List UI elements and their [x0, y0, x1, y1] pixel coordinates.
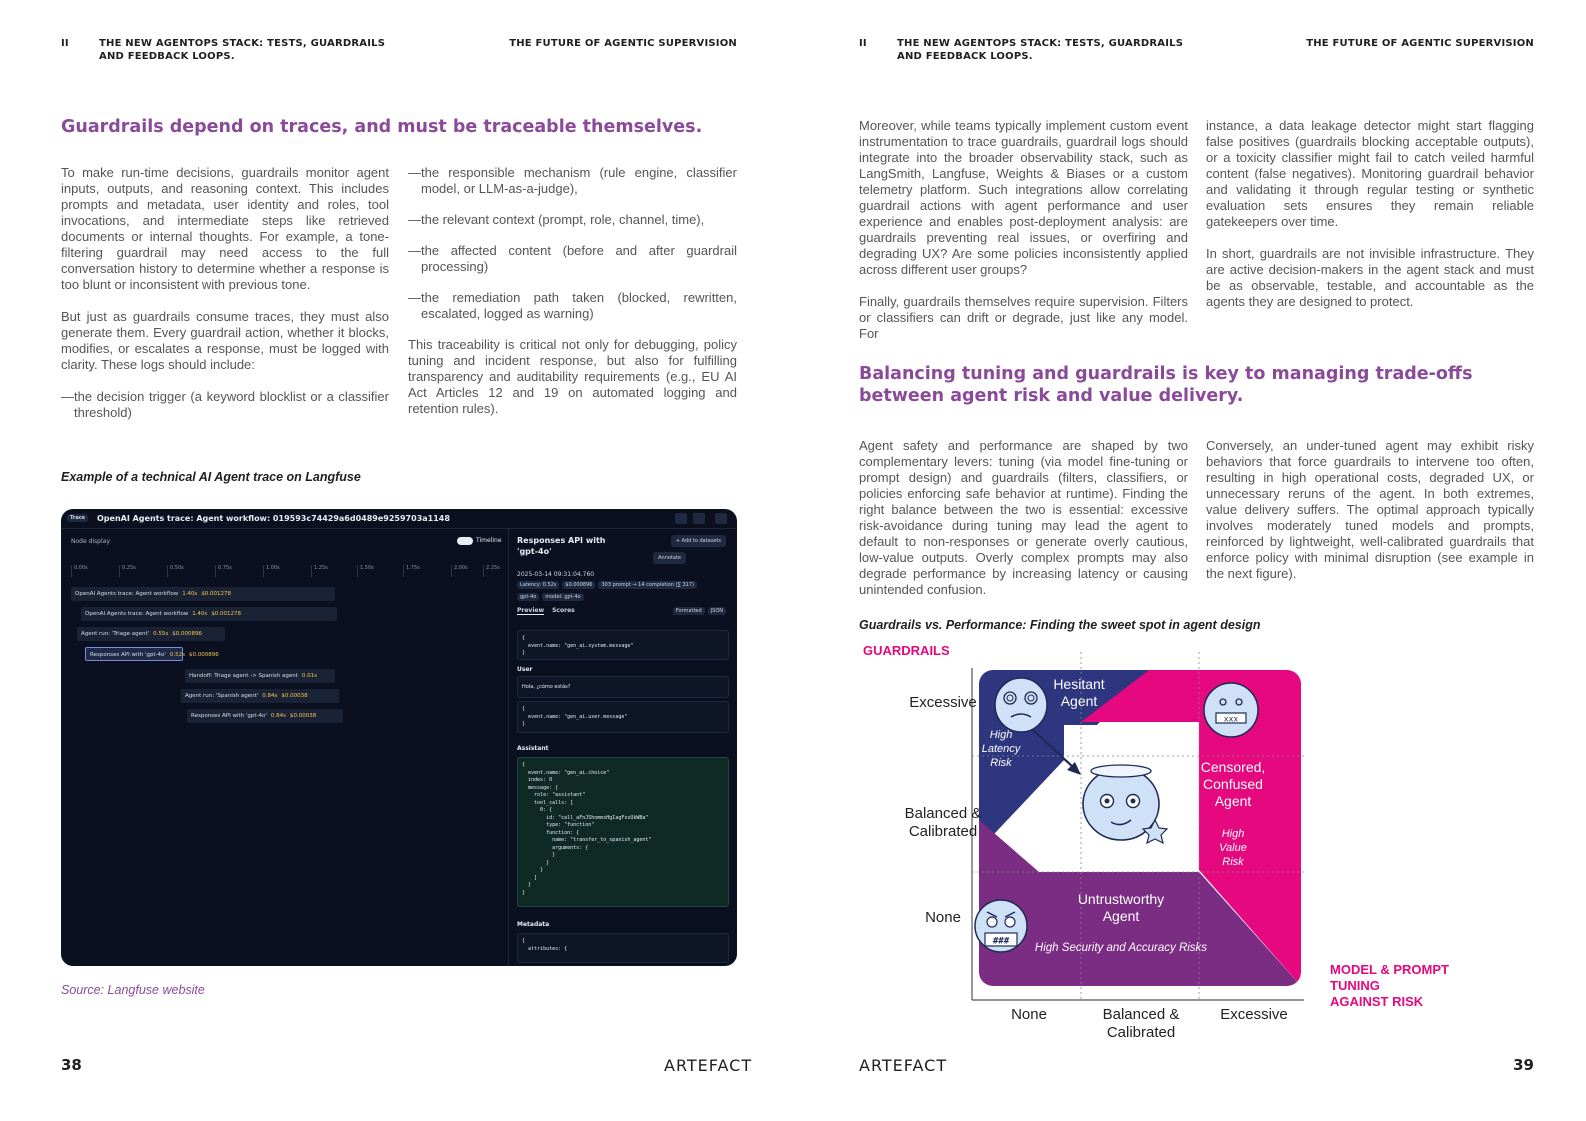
- span-cost: $0.000896: [189, 652, 219, 658]
- span-latency: 1.40s: [192, 611, 208, 617]
- untrust-label-2: Agent: [1102, 908, 1140, 924]
- untrust-risk: High Security and Accuracy Risks: [1034, 942, 1208, 954]
- hesitant-face-icon: [995, 678, 1047, 732]
- span-label: Handoff: Triage agent -> Spanish agent: [189, 673, 298, 679]
- svg-text:AGAINST RISK: AGAINST RISK: [1330, 994, 1424, 1009]
- user-message-code: { event.name: "gen_ai.user.message" }: [517, 701, 729, 733]
- x-tick-none: None: [1011, 1006, 1047, 1023]
- trace-badge: Trace: [67, 514, 88, 522]
- right-bottom-column-1: Agent safety and performance are shaped by two complementary levers: tuning (via model fine-tuning or prompt design) and guardrails (filters, classifiers, or policies enforcing safe behavior at runtime). Finding the right balance between the two is essential: excessive risk-avoidance during tuning may lead the agent to default to non-responses or generate overly cautious, low-value outputs. Overly complex prompts may also degrade performance by increasing latency or causing unintended confusion.: [859, 438, 1188, 597]
- formatted-toggle[interactable]: Formatted: [673, 607, 705, 615]
- assistant-message-code: { event.name: "gen_ai.choice" index: 0 message: { role: "assistant" tool_calls: [ 0: { id: "call_aFnJShommsHgIagFxsUkWBa" type: "function" function: { name: "transfer_to_spanish_agent" arguments: { } } } ] } }: [517, 757, 729, 907]
- svg-text:xxx: xxx: [1223, 714, 1239, 724]
- span-label: Agent run: 'Triage agent': [81, 631, 150, 637]
- paragraph: But just as guardrails consume traces, they must also generate them. Every guardrail action, whether it blocks, modifies, or escalates a response, must be logged with clarity. These logs should include:: [61, 309, 389, 372]
- list-item: — the remediation path taken (blocked, rewritten, escalated, logged as warning): [408, 290, 737, 321]
- timeline-tick: 1.25s: [311, 565, 328, 577]
- paragraph: To make run-time decisions, guardrails monitor agent inputs, outputs, and reasoning context. This includes prompts and metadata, user identity and roles, tool invocations, and intermediate steps like retrieved documents or internal thoughts. For example, a tone-filtering guardrail may need access to the full conversation history to determine whether a response is too blunt or inconsistent with previous tone.: [61, 165, 389, 292]
- svg-text:High: High: [989, 729, 1013, 741]
- svg-text:TUNING: TUNING: [1330, 978, 1380, 993]
- langfuse-trace-screenshot: [61, 509, 737, 966]
- timeline-tick: 0.75s: [215, 565, 232, 577]
- censored-risk: [1219, 828, 1247, 868]
- paragraph: Finally, guardrails themselves require supervision. Filters or classifiers can drift or degrade, just like any model. For: [859, 294, 1188, 341]
- model-chips: gpt-4o model: gpt-4o: [517, 593, 587, 601]
- timeline-tick: 1.00s: [263, 565, 280, 577]
- svg-text:Censored,: Censored,: [1200, 759, 1266, 775]
- running-header: THE FUTURE OF AGENTIC SUPERVISION: [1306, 38, 1534, 49]
- untrust-label-1: Untrustworthy: [1077, 891, 1165, 907]
- timeline-tick: 0.25s: [119, 565, 136, 577]
- timeline-tick: 2.25s: [483, 565, 500, 577]
- span-detail-pane: [508, 529, 737, 966]
- trace-timeline-pane: [61, 529, 507, 966]
- span-latency: 0.01s: [301, 673, 318, 679]
- section-number: II: [61, 38, 69, 49]
- span-label: Responses API with 'gpt-4o': [90, 652, 166, 658]
- x-axis-title: [1330, 962, 1449, 1009]
- timeline-tick: 2.00s: [451, 565, 468, 577]
- svg-text:Risk: Risk: [1222, 856, 1244, 868]
- paragraph: Moreover, while teams typically implement custom event instrumentation to trace guardrails, guardrail logs should integrate into the broader observability stack, such as LangSmith, Langfuse, Weights & Biases or a custom telemetry platform. Such integrations allow correlating guardrail actions with agent performance and user experience and enables post-deployment analysis: are guardrails preventing real issues, or overfiring and degrading UX? Are some policies inconsistently applied across different user groups?: [859, 118, 1188, 277]
- right-bottom-column-2: Conversely, an under-tuned agent may exhibit risky behaviors that force guardrails to intervene too often, resulting in high operational costs, degraded UX, or unnecessary reruns of the agent. In both extremes, value delivery suffers. The optimal approach typically involves moderately tuned models and prompts, reinforced by lightweight, well-calibrated guardrails that enforce policy with minimal disruption (see example in the next figure).: [1206, 438, 1534, 581]
- paragraph: In short, guardrails are not invisible infrastructure. They are active decision-makers in the agent stack and must be as observable, testable, and accountable as the agents they are designed to protect.: [1206, 246, 1534, 309]
- y-tick-calibrated: Calibrated: [908, 823, 978, 840]
- json-toggle[interactable]: JSON: [708, 607, 726, 615]
- hesitant-label-2: Agent: [1060, 693, 1098, 709]
- trace-span-row[interactable]: [187, 709, 343, 723]
- assistant-label: Assistant: [517, 745, 549, 752]
- svg-text:Latency: Latency: [981, 743, 1021, 755]
- svg-text:Agent: Agent: [1214, 793, 1252, 809]
- svg-text:###: ###: [992, 936, 1010, 947]
- page-number: 38: [61, 1056, 82, 1074]
- span-cost: $0.000896: [172, 631, 202, 637]
- x-tick-excessive: Excessive: [1220, 1006, 1288, 1023]
- span-label: Responses API with 'gpt-4o': [191, 713, 267, 719]
- list-item: — the responsible mechanism (rule engine, classifier model, or LLM-as-a-judge),: [408, 165, 737, 196]
- metadata-code: { attributes: {: [517, 933, 729, 963]
- figure-caption: Guardrails vs. Performance: Finding the sweet spot in agent design: [859, 618, 1261, 632]
- trace-span-row[interactable]: [77, 627, 225, 641]
- section-title: THE NEW AGENTOPS STACK: TESTS, GUARDRAILS AND FEEDBACK LOOPS.: [99, 38, 386, 62]
- span-cost: $0.00038: [281, 693, 308, 699]
- artefact-logo: ARTEFACT: [664, 1056, 753, 1075]
- metadata-label: Metadata: [517, 921, 550, 928]
- y-tick-balanced: Balanced &: [904, 805, 982, 822]
- timeline-tick: 1.75s: [403, 565, 420, 577]
- timeline-tick: 0.50s: [167, 565, 184, 577]
- span-cost: $0.001278: [211, 611, 242, 617]
- timeline-toggle[interactable]: [457, 537, 473, 545]
- timestamp: 2025-03-14 09:31:04.760: [517, 571, 595, 578]
- paragraph: instance, a data leakage detector might start flagging false positives (guardrails blocking acceptable outputs), or a toxicity classifier might fail to catch veiled harmful content (false negatives). Monitoring guardrail behavior and validating it through regular testing or synthetic evaluation sets ensures they remain reliable gatekeepers over time.: [1206, 118, 1534, 229]
- list-item: — the relevant context (prompt, role, channel, time),: [408, 212, 705, 227]
- y-tick-excessive: Excessive: [909, 694, 977, 711]
- section-heading: Guardrails depend on traces, and must be traceable themselves.: [61, 117, 703, 137]
- metrics-chips: Latency: 0.52s $0.000896 303 prompt → 14 completion (∑ 317): [517, 581, 700, 589]
- figure-source: Source: Langfuse website: [61, 983, 205, 997]
- nav-down-icon[interactable]: [693, 513, 705, 524]
- artefact-logo: ARTEFACT: [859, 1056, 948, 1075]
- hesitant-label-1: Hesitant: [1053, 676, 1105, 692]
- trace-span-row[interactable]: [181, 689, 339, 703]
- trace-titlebar: [61, 509, 737, 529]
- timeline-tick: 0.00s: [71, 565, 88, 577]
- section-title: THE NEW AGENTOPS STACK: TESTS, GUARDRAILS AND FEEDBACK LOOPS.: [897, 38, 1184, 62]
- list-item: — the affected content (before and after guardrail processing): [408, 243, 737, 274]
- svg-text:Value: Value: [1219, 842, 1247, 854]
- section-number: II: [859, 38, 867, 49]
- nav-up-icon[interactable]: [675, 513, 687, 524]
- x-tick-calibrated: Calibrated: [1106, 1024, 1176, 1040]
- trace-span-row[interactable]: [81, 607, 337, 621]
- span-label: Agent run: 'Spanish agent': [185, 693, 259, 699]
- trace-span-row[interactable]: [71, 587, 335, 601]
- tab-scores[interactable]: Scores: [552, 607, 575, 614]
- section-heading: Balancing tuning and guardrails is key to managing trade-offs between agent risk and value delivery.: [859, 364, 1473, 406]
- untrustworthy-face-icon: [975, 900, 1027, 952]
- figure-caption: Example of a technical AI Agent trace on Langfuse: [61, 470, 361, 484]
- tab-preview[interactable]: Preview: [517, 607, 545, 614]
- timeline-tick: 1.50s: [357, 565, 374, 577]
- svg-text:Risk: Risk: [990, 757, 1012, 769]
- span-latency: 1.40s: [182, 591, 198, 597]
- detail-tabs: [517, 607, 575, 614]
- panel-title: Responses API with 'gpt-4o': [517, 536, 606, 556]
- user-message: Hola, ¿cómo estás?: [517, 676, 729, 698]
- format-switch: [673, 607, 729, 615]
- running-header: THE FUTURE OF AGENTIC SUPERVISION: [509, 38, 737, 49]
- timeline-label: Timeline: [476, 537, 502, 544]
- span-latency: 0.84s: [262, 693, 278, 699]
- system-message-code: { event.name: "gen_ai.system.message" }: [517, 630, 729, 660]
- x-tick-balanced: Balanced &: [1102, 1006, 1180, 1023]
- svg-text:High: High: [1221, 828, 1245, 840]
- right-top-column-2: [1206, 118, 1534, 326]
- node-display-toggle[interactable]: Node display: [71, 538, 110, 545]
- trace-span-row[interactable]: [185, 669, 335, 683]
- delete-icon[interactable]: [715, 513, 727, 524]
- trace-title: OpenAI Agents trace: Agent workflow: 019593c74429a6d0489e9259703a1148: [97, 514, 450, 523]
- span-label: OpenAI Agents trace: Agent workflow: [75, 591, 179, 597]
- left-column-2: [408, 165, 737, 433]
- right-top-column-1: [859, 118, 1188, 358]
- y-axis-title: GUARDRAILS: [863, 643, 950, 658]
- span-cost: $0.00038: [290, 713, 317, 719]
- censored-face-icon: [1204, 683, 1258, 737]
- add-to-datasets-button[interactable]: + Add to datasets: [671, 535, 726, 547]
- span-latency: 0.52s: [169, 652, 186, 658]
- span-latency: 0.84s: [270, 713, 287, 719]
- span-cost: $0.001278: [201, 591, 232, 597]
- page-number: 39: [1513, 1056, 1534, 1074]
- user-label: User: [517, 666, 533, 673]
- span-label: OpenAI Agents trace: Agent workflow: [85, 611, 189, 617]
- svg-text:Confused: Confused: [1203, 776, 1263, 792]
- y-tick-none: None: [925, 909, 961, 926]
- paragraph: This traceability is critical not only for debugging, policy tuning and incident response, but also for fulfilling transparency and auditability requirements (e.g., EU AI Act Articles 12 and 19 on automated logging and retention rules).: [408, 337, 737, 416]
- annotate-button[interactable]: Annotate: [653, 552, 686, 564]
- svg-text:MODEL & PROMPT: MODEL & PROMPT: [1330, 962, 1449, 977]
- trace-span-row[interactable]: [85, 647, 219, 661]
- left-column-1: [61, 165, 389, 436]
- list-item: — the decision trigger (a keyword blocklist or a classifier threshold): [61, 389, 389, 420]
- guardrails-tuning-quadrant: [859, 640, 1479, 1040]
- span-latency: 0.55s: [153, 631, 169, 637]
